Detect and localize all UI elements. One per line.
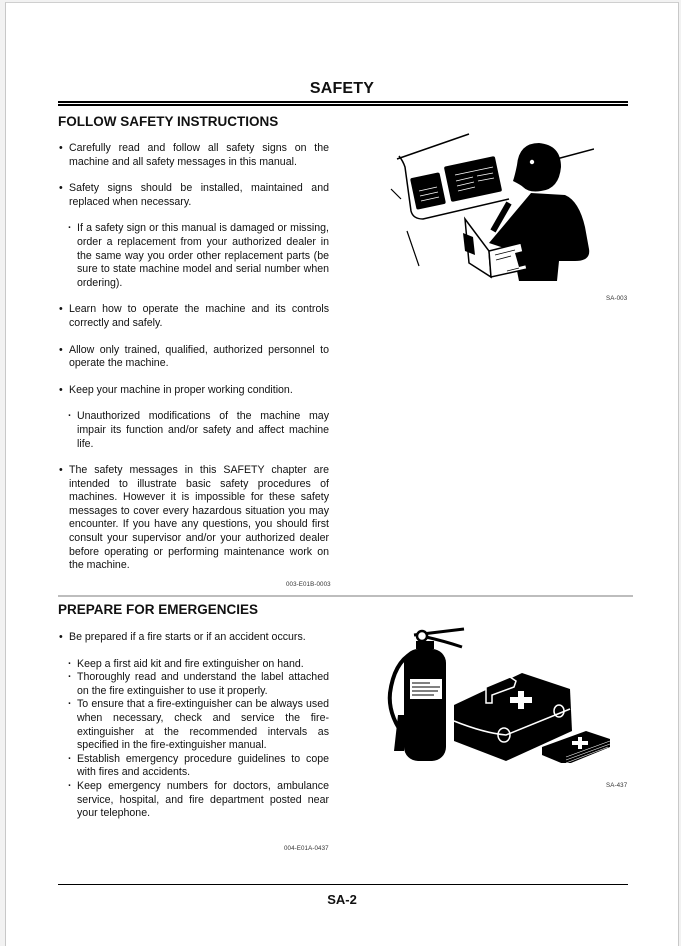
bullet-item: • Safety signs should be installed, maintained and replaced when necessary.	[58, 182, 329, 209]
page-number: SA-2	[327, 892, 357, 907]
section-2-text	[58, 631, 329, 821]
figure-reference-code: SA-437	[606, 782, 628, 789]
text-reference-code: 003-E01B-0003	[286, 581, 331, 588]
section-heading-prepare-for-emergencies: PREPARE FOR EMERGENCIES	[58, 602, 259, 617]
text-reference-code: 004-E01A-0437	[284, 845, 329, 852]
bullet-item: • The safety messages in this SAFETY chapter are intended to illustrate basic safety procedures of machines. However it is impossible for these safety messages to cover every hazardous situation you may encounter. If you have any questions, you should first consult your supervisor and/or your authorized dealer before operating or performing maintenance work on the machine.	[58, 464, 329, 573]
person-reading-manual-icon	[389, 131, 594, 281]
sub-item: · Thoroughly read and understand the label attached on the fire extinguisher to use it properly.	[58, 671, 329, 698]
bullet-item: • Carefully read and follow all safety signs on the machine and all safety messages in this manual.	[58, 142, 329, 169]
bullet-item: • Allow only trained, qualified, authorized personnel to operate the machine.	[58, 344, 329, 371]
footer-rule	[58, 884, 628, 885]
section-divider	[58, 595, 633, 597]
chapter-title: SAFETY	[309, 80, 375, 97]
sub-item: · Unauthorized modifications of the machine may impair its function and/or safety and affect machine life.	[58, 410, 329, 451]
section-1-text	[58, 142, 329, 573]
figure-reference-code: SA-003	[606, 295, 628, 302]
sub-item: · Keep a first aid kit and fire extinguisher on hand.	[58, 658, 329, 672]
fire-extinguisher-first-aid-kit-icon	[374, 623, 614, 763]
sub-item: · Keep emergency numbers for doctors, ambulance service, hospital, and fire department posted near your telephone.	[58, 780, 329, 821]
bullet-item: • Keep your machine in proper working condition.	[58, 384, 329, 398]
section-heading-follow-safety-instructions: FOLLOW SAFETY INSTRUCTIONS	[58, 114, 279, 129]
header-double-rule	[58, 101, 628, 106]
bullet-item: • Learn how to operate the machine and its controls correctly and safely.	[58, 303, 329, 330]
bullet-item: • Be prepared if a fire starts or if an accident occurs.	[58, 631, 329, 645]
sub-item: · To ensure that a fire-extinguisher can be always used when necessary, check and service the fire-extinguisher at the recommended intervals as specified in the fire-extinguisher manual.	[58, 698, 329, 752]
manual-page	[5, 2, 679, 946]
sub-item: · If a safety sign or this manual is damaged or missing, order a replacement from your authorized dealer in the same way you order other replacement parts (be sure to state machine model and serial number when ordering).	[58, 222, 329, 290]
sub-item: · Establish emergency procedure guidelines to cope with fires and accidents.	[58, 753, 329, 780]
